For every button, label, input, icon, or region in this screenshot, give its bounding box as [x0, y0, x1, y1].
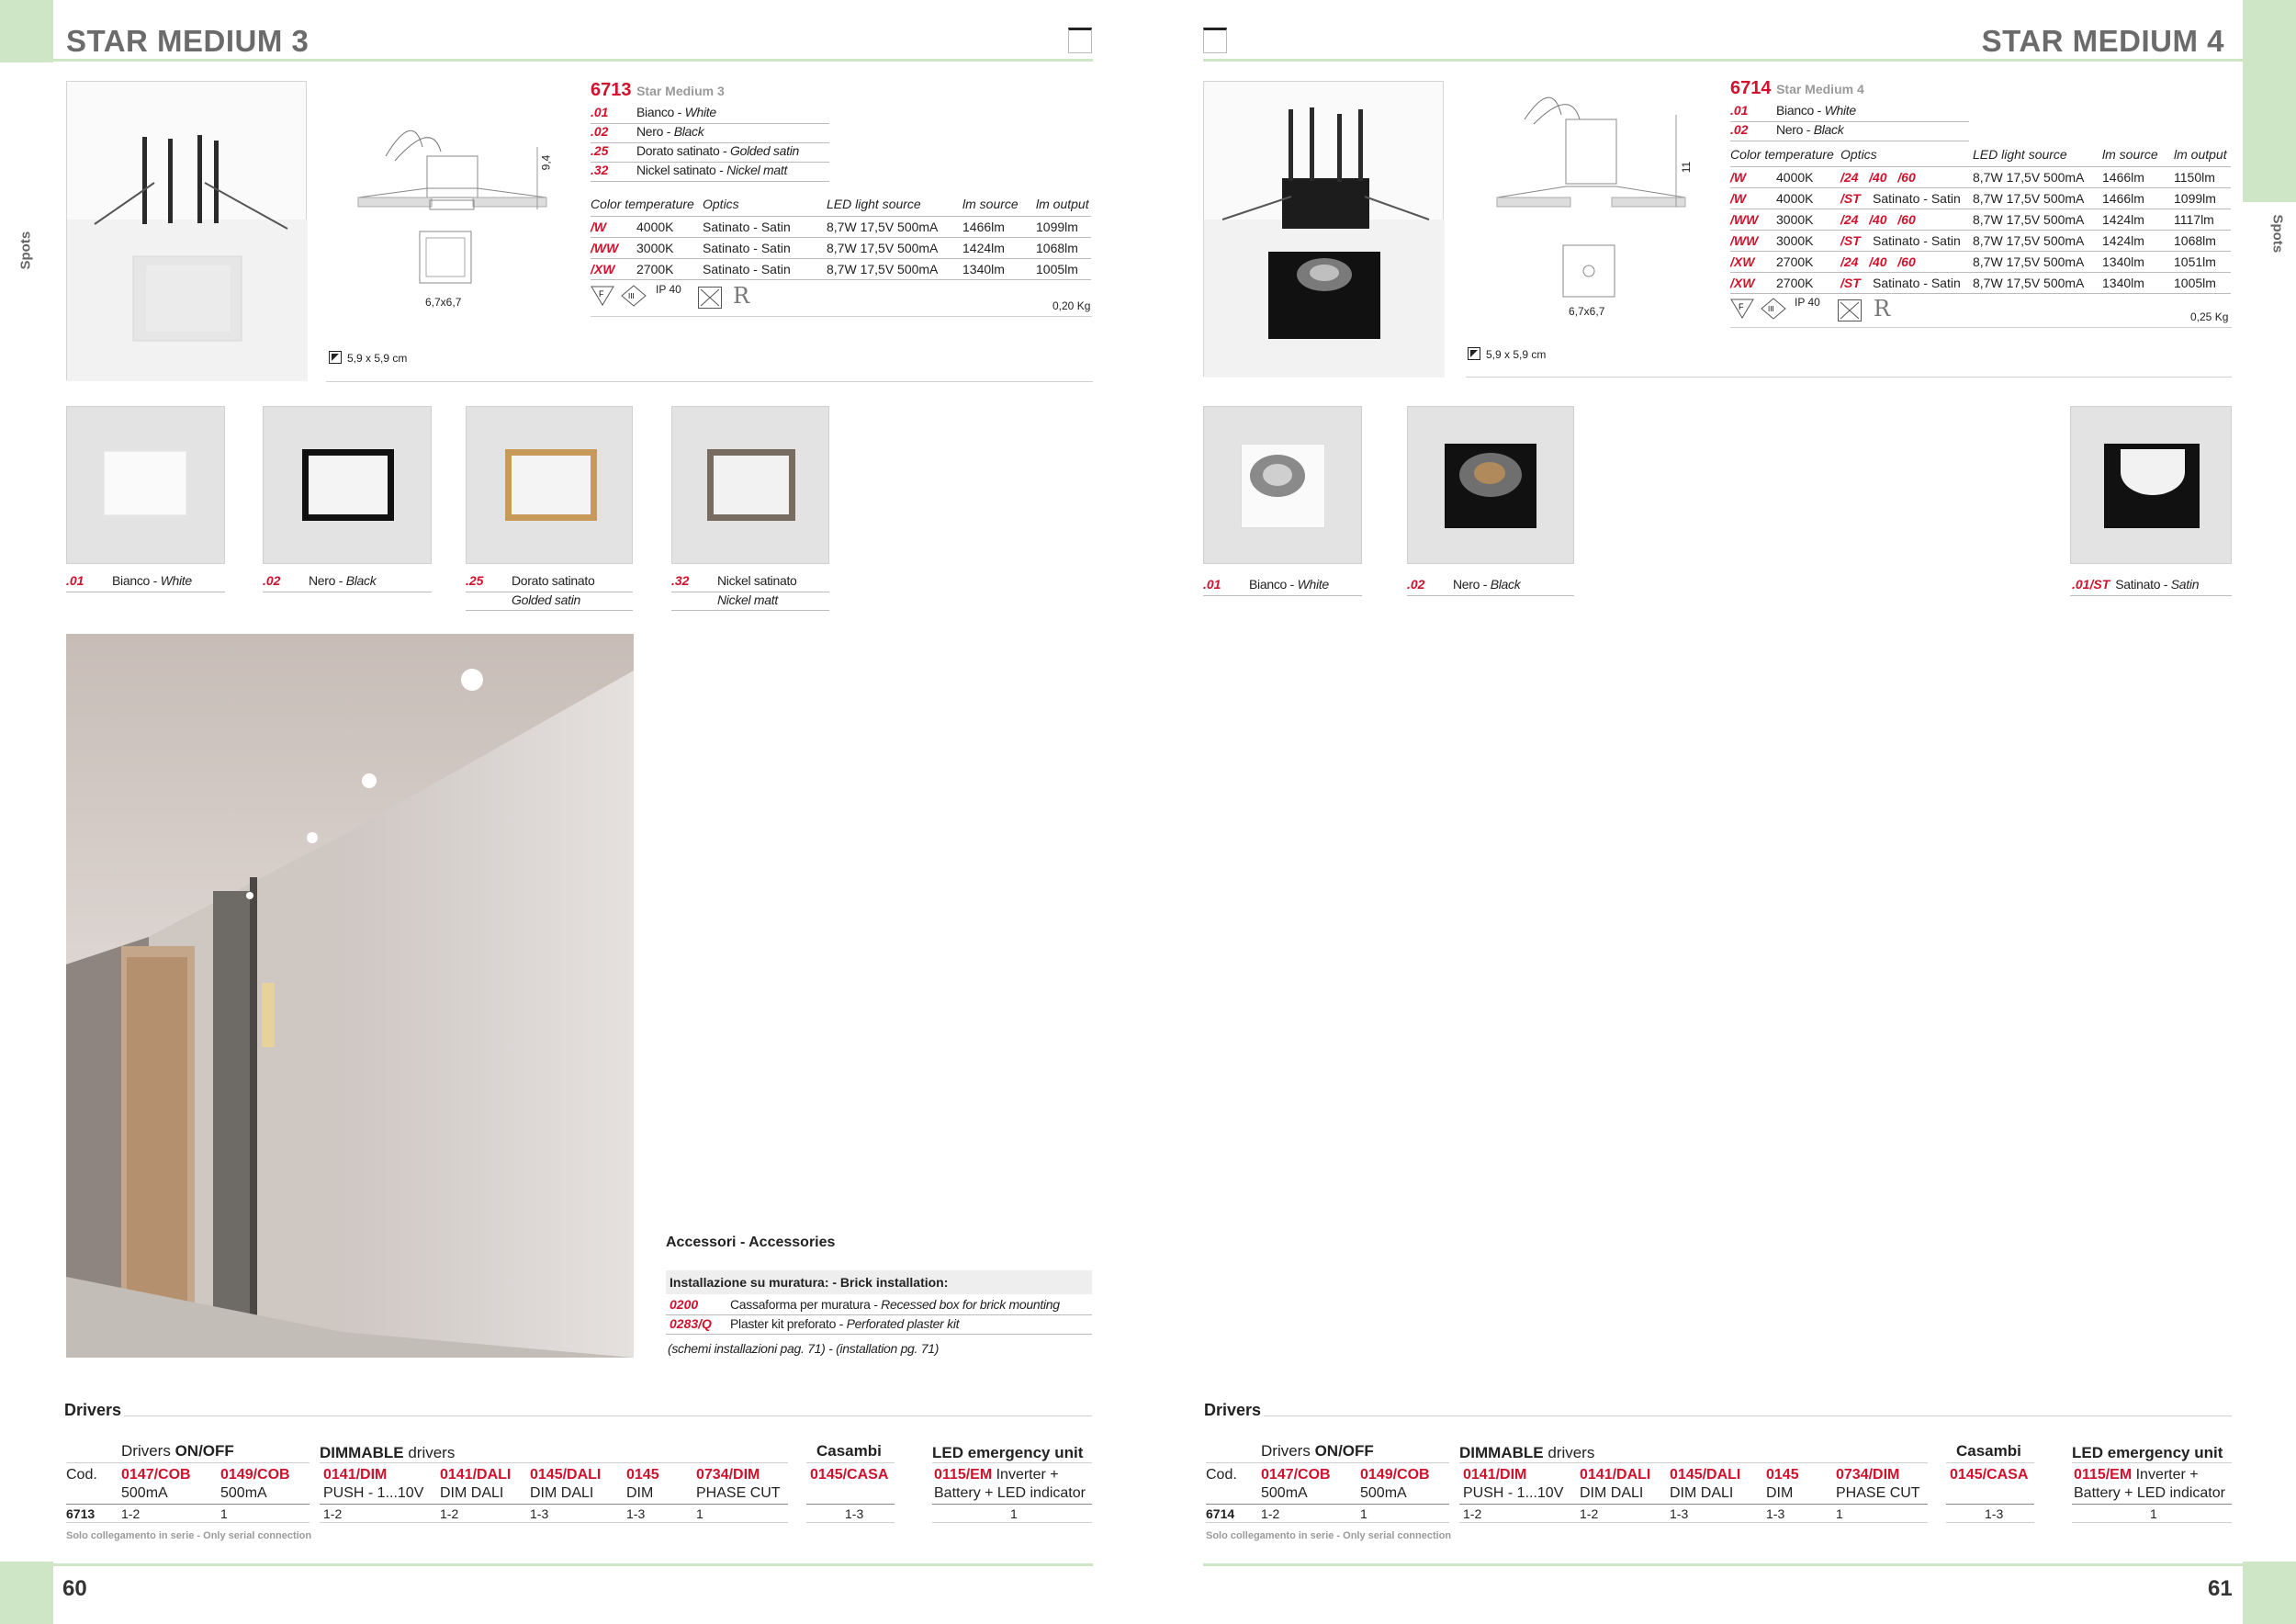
left-spec-table — [591, 197, 1091, 280]
list-item: 0283/Q Plaster kit preforato - Perforated plaster kit — [666, 1316, 1092, 1335]
left-model-code: 6713 — [66, 1506, 96, 1521]
left-technical-drawing — [349, 92, 560, 303]
swatch-label-st: .01/ST Satinato - Satin — [2070, 577, 2232, 596]
drivers-row-rule — [806, 1504, 895, 1505]
right-spec-table — [1730, 147, 2231, 294]
table-header: Color temperature Optics LED light source lm source lm output — [1730, 147, 2231, 167]
list-item: .25 Dorato satinato - Golded satin — [591, 143, 829, 163]
right-finish-list — [1730, 103, 1969, 141]
swatch-black — [1407, 406, 1574, 564]
driver-sub: DIM DALI — [440, 1485, 504, 1501]
cutout-icon — [329, 351, 342, 364]
left-dimmable-heading: DIMMABLE drivers — [320, 1444, 456, 1461]
accessories-header: Installazione su muratura: - Brick installation: — [666, 1270, 1092, 1294]
r-mark-icon: R — [1874, 296, 1891, 321]
swatch-label-02: .02 Nero - Black — [1407, 577, 1574, 596]
drivers-head-rule — [1459, 1462, 1928, 1463]
table-row: /W 4000K /24 /40 /60 8,7W 17,5V 500mA 1466lm 1150lm — [1730, 167, 2231, 188]
swatch-label-25: .25 Dorato satinato — [466, 573, 633, 592]
driver-code: 0147/COB — [1261, 1467, 1331, 1483]
table-row: /XW 2700K Satinato - Satin 8,7W 17,5V 500mA 1340lm 1005lm — [591, 259, 1091, 280]
right-serial-note: Solo collegamento in serie - Only serial connection — [1206, 1530, 1452, 1541]
swatch-label-01: .01 Bianco - White — [66, 573, 225, 592]
list-item: .01 Bianco - White — [1730, 103, 1969, 122]
driver-sub: Battery + LED indicator — [934, 1485, 1086, 1501]
right-technical-drawing — [1488, 78, 1699, 299]
driver-value: 1 — [696, 1506, 703, 1521]
right-dim-height: 11 — [1680, 161, 1694, 174]
no-cover-icon — [1838, 299, 1862, 321]
swatch-black — [263, 406, 432, 564]
drivers-row-rule — [932, 1504, 1092, 1505]
left-ip: IP 40 — [656, 283, 681, 296]
right-section-divider — [1466, 377, 2232, 378]
swatch-label-32-en: Nickel matt — [671, 592, 829, 611]
right-corner-marker — [1203, 28, 1227, 53]
driver-value: 1 — [1360, 1506, 1367, 1521]
table-row: /W 4000K Satinato - Satin 8,7W 17,5V 500mA 1466lm 1099lm — [591, 217, 1091, 238]
right-bottom-tab — [2243, 1562, 2296, 1624]
swatch-label-01: .01 Bianco - White — [1203, 577, 1362, 596]
driver-value: 1 — [1010, 1506, 1018, 1521]
driver-code: 0141/DALI — [440, 1467, 512, 1483]
svg-text:III: III — [1768, 305, 1774, 313]
driver-code: 0145 — [626, 1467, 659, 1483]
right-bottom-rule — [1203, 1563, 2243, 1566]
driver-code: 0141/DALI — [1580, 1467, 1651, 1483]
driver-value: 1-2 — [440, 1506, 459, 1521]
left-cod-label: Cod. — [66, 1467, 97, 1483]
left-product-code: 6713 Star Medium 3 — [591, 80, 725, 100]
class-iii-icon — [621, 285, 647, 307]
driver-code: 0734/DIM — [1836, 1467, 1900, 1483]
driver-value: 1-2 — [1463, 1506, 1482, 1521]
right-casambi-heading: Casambi — [1956, 1442, 2021, 1460]
left-bottom-tab — [0, 1562, 53, 1624]
driver-sub: 500mA — [121, 1485, 168, 1501]
f-mark-icon — [591, 285, 614, 307]
driver-code: 0115/EM Inverter + — [934, 1467, 1059, 1483]
table-row: /WW 3000K /ST Satinato - Satin 8,7W 17,5V 500mA 1424lm 1068lm — [1730, 231, 2231, 252]
table-header: Color temperature Optics LED light source lm source lm output — [591, 197, 1091, 217]
driver-sub: 500mA — [220, 1485, 267, 1501]
swatch-label-25-en: Golded satin — [466, 592, 633, 611]
driver-value: 1-2 — [323, 1506, 343, 1521]
drivers-row-rule — [320, 1504, 788, 1505]
driver-code: 0115/EM Inverter + — [2074, 1467, 2199, 1483]
driver-sub: DIM DALI — [1580, 1485, 1644, 1501]
drivers-row-rule — [1946, 1504, 2034, 1505]
drivers-end-rule — [2072, 1522, 2232, 1523]
driver-code: 0149/COB — [220, 1467, 290, 1483]
drivers-head-rule — [1946, 1462, 2034, 1463]
driver-value: 1-2 — [1261, 1506, 1280, 1521]
list-item: 0200 Cassaforma per muratura - Recessed box for brick mounting — [666, 1297, 1092, 1315]
driver-code: 0145/CASA — [810, 1467, 889, 1483]
left-top-tab — [0, 0, 53, 62]
driver-sub: PHASE CUT — [1836, 1485, 1920, 1501]
left-section-divider — [326, 381, 1093, 382]
svg-text:III: III — [628, 292, 635, 300]
drivers-head-rule — [806, 1462, 895, 1463]
driver-sub: PUSH - 1...10V — [323, 1485, 424, 1501]
right-title-rule — [1203, 59, 2243, 62]
right-onoff-heading: Drivers ON/OFF — [1261, 1442, 1374, 1460]
driver-sub: DIM — [1766, 1485, 1794, 1501]
table-row: /W 4000K /ST Satinato - Satin 8,7W 17,5V 500mA 1466lm 1099lm — [1730, 188, 2231, 209]
left-dim-face: 6,7x6,7 — [425, 296, 462, 309]
drivers-end-rule — [320, 1522, 788, 1523]
driver-sub: 500mA — [1360, 1485, 1407, 1501]
right-drivers-title: Drivers — [1204, 1401, 1262, 1419]
left-emergency-heading: LED emergency unit — [932, 1444, 1084, 1461]
left-drivers-title: Drivers — [64, 1401, 122, 1419]
swatch-gold — [466, 406, 633, 564]
swatch-nickel — [671, 406, 829, 564]
drivers-head-rule — [2072, 1462, 2232, 1463]
driver-sub: PUSH - 1...10V — [1463, 1485, 1564, 1501]
list-item: .32 Nickel satinato - Nickel matt — [591, 163, 829, 182]
driver-value: 1-3 — [626, 1506, 646, 1521]
swatch-label-02: .02 Nero - Black — [263, 573, 432, 592]
left-weight: 0,20 Kg — [1052, 299, 1091, 312]
left-serial-note: Solo collegamento in serie - Only serial connection — [66, 1530, 312, 1541]
right-top-tab — [2243, 0, 2296, 202]
right-ip: IP 40 — [1795, 296, 1820, 309]
right-dim-face: 6,7x6,7 — [1569, 305, 1605, 318]
svg-text:F: F — [1739, 302, 1744, 311]
swatch-white — [1203, 406, 1362, 564]
right-cutout: 5,9 x 5,9 cm — [1486, 348, 1547, 361]
left-drivers-rule — [124, 1415, 1092, 1416]
r-mark-icon: R — [733, 283, 750, 309]
corridor-photo — [66, 634, 634, 1358]
left-bottom-rule — [53, 1563, 1093, 1566]
drivers-head-rule — [1206, 1462, 1449, 1463]
drivers-end-rule — [66, 1522, 310, 1523]
cutout-icon — [1468, 347, 1480, 360]
driver-value: 1-3 — [1670, 1506, 1689, 1521]
right-page-title: STAR MEDIUM 4 — [1981, 24, 2224, 58]
driver-value: 1-3 — [845, 1506, 864, 1521]
f-mark-icon — [1730, 298, 1754, 320]
driver-code: 0141/DIM — [323, 1467, 388, 1483]
drivers-end-rule — [806, 1522, 895, 1523]
table-row: /WW 3000K Satinato - Satin 8,7W 17,5V 500mA 1424lm 1068lm — [591, 238, 1091, 259]
drivers-end-rule — [1206, 1522, 1449, 1523]
driver-value: 1-3 — [1985, 1506, 2004, 1521]
no-cover-icon — [698, 287, 722, 309]
driver-sub: Battery + LED indicator — [2074, 1485, 2225, 1501]
left-product-photo — [66, 81, 307, 380]
drivers-head-rule — [66, 1462, 310, 1463]
swatch-white — [66, 406, 225, 564]
driver-value: 1 — [220, 1506, 228, 1521]
driver-code: 0145 — [1766, 1467, 1799, 1483]
drivers-end-rule — [1459, 1522, 1928, 1523]
driver-value: 1-2 — [1580, 1506, 1599, 1521]
swatch-satin — [2070, 406, 2232, 564]
right-cod-label: Cod. — [1206, 1467, 1237, 1483]
drivers-head-rule — [932, 1462, 1092, 1463]
driver-value: 1-3 — [530, 1506, 549, 1521]
left-page-title: STAR MEDIUM 3 — [66, 24, 310, 58]
right-product-code: 6714 Star Medium 4 — [1730, 78, 1864, 98]
driver-code: 0147/COB — [121, 1467, 191, 1483]
driver-code: 0734/DIM — [696, 1467, 760, 1483]
swatch-label-32: .32 Nickel satinato — [671, 573, 829, 592]
right-dimmable-heading: DIMMABLE drivers — [1459, 1444, 1595, 1461]
left-page-number: 60 — [62, 1576, 87, 1601]
table-row: /WW 3000K /24 /40 /60 8,7W 17,5V 500mA 1424lm 1117lm — [1730, 209, 2231, 231]
driver-code: 0145/DALI — [530, 1467, 602, 1483]
drivers-head-rule — [320, 1462, 788, 1463]
left-side-label: Spots — [17, 231, 34, 270]
driver-sub: DIM — [626, 1485, 654, 1501]
driver-code: 0145/DALI — [1670, 1467, 1741, 1483]
drivers-end-rule — [932, 1522, 1092, 1523]
left-spec-divider — [591, 316, 1092, 317]
driver-value: 1 — [2150, 1506, 2157, 1521]
right-emergency-heading: LED emergency unit — [2072, 1444, 2223, 1461]
driver-sub: DIM DALI — [1670, 1485, 1734, 1501]
drivers-row-rule — [1459, 1504, 1928, 1505]
accessories-title: Accessori - Accessories — [666, 1235, 836, 1250]
left-casambi-heading: Casambi — [816, 1442, 882, 1460]
driver-sub: PHASE CUT — [696, 1485, 781, 1501]
driver-sub: 500mA — [1261, 1485, 1308, 1501]
left-cutout: 5,9 x 5,9 cm — [347, 352, 408, 365]
driver-code: 0141/DIM — [1463, 1467, 1527, 1483]
drivers-row-rule — [2072, 1504, 2232, 1505]
list-item: .01 Bianco - White — [591, 105, 829, 124]
right-weight: 0,25 Kg — [2190, 310, 2229, 323]
class-iii-icon — [1761, 298, 1786, 320]
table-row: /XW 2700K /ST Satinato - Satin 8,7W 17,5V 500mA 1340lm 1005lm — [1730, 273, 2231, 294]
list-item: .02 Nero - Black — [591, 124, 829, 143]
list-item: .02 Nero - Black — [1730, 122, 1969, 141]
drivers-row-rule — [1206, 1504, 1449, 1505]
right-model-code: 6714 — [1206, 1506, 1235, 1521]
right-product-photo — [1203, 81, 1444, 377]
left-onoff-heading: Drivers ON/OFF — [121, 1442, 234, 1460]
driver-value: 1-2 — [121, 1506, 141, 1521]
drivers-end-rule — [1946, 1522, 2034, 1523]
driver-code: 0145/CASA — [1950, 1467, 2029, 1483]
left-corner-marker — [1068, 28, 1092, 53]
right-drivers-rule — [1264, 1415, 2232, 1416]
driver-value: 1 — [1836, 1506, 1843, 1521]
driver-value: 1-3 — [1766, 1506, 1785, 1521]
table-row: /XW 2700K /24 /40 /60 8,7W 17,5V 500mA 1340lm 1051lm — [1730, 252, 2231, 273]
drivers-row-rule — [66, 1504, 310, 1505]
accessories-note: (schemi installazioni pag. 71) - (installation pg. 71) — [668, 1341, 940, 1356]
right-side-label: Spots — [2269, 214, 2286, 254]
left-finish-list — [591, 105, 829, 182]
svg-text:F: F — [599, 289, 604, 299]
right-spec-divider — [1730, 327, 2232, 328]
driver-sub: DIM DALI — [530, 1485, 594, 1501]
right-page-number: 61 — [2208, 1576, 2233, 1601]
driver-code: 0149/COB — [1360, 1467, 1430, 1483]
left-title-rule — [53, 59, 1093, 62]
left-dim-height: 9,4 — [539, 154, 553, 171]
